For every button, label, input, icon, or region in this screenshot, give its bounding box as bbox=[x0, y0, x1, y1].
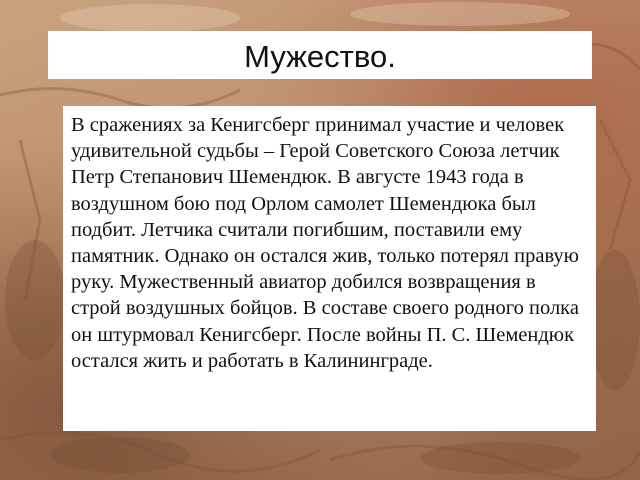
slide-title: Мужество. bbox=[244, 38, 396, 74]
content-panel bbox=[63, 106, 596, 431]
title-panel bbox=[48, 31, 592, 79]
slide-body-text: В сражениях за Кенигсберг принимал участие и человек удивительной судьбы – Герой Советского Союза летчик Петр Степанович Шемендюк. В августе 1943 года в воздушном бою под Орлом самолет Шемендюка был подбит. Летчика считали погибшим, поставили ему памятник. Однако он остался жив, только потерял правую руку. Мужественный авиатор добился возвращения в строй воздушных бойцов. В составе своего родного полка он штурмовал Кенигсберг. После войны П. С. Шемендюк остался жить и работать в Калининграде. bbox=[71, 114, 579, 372]
